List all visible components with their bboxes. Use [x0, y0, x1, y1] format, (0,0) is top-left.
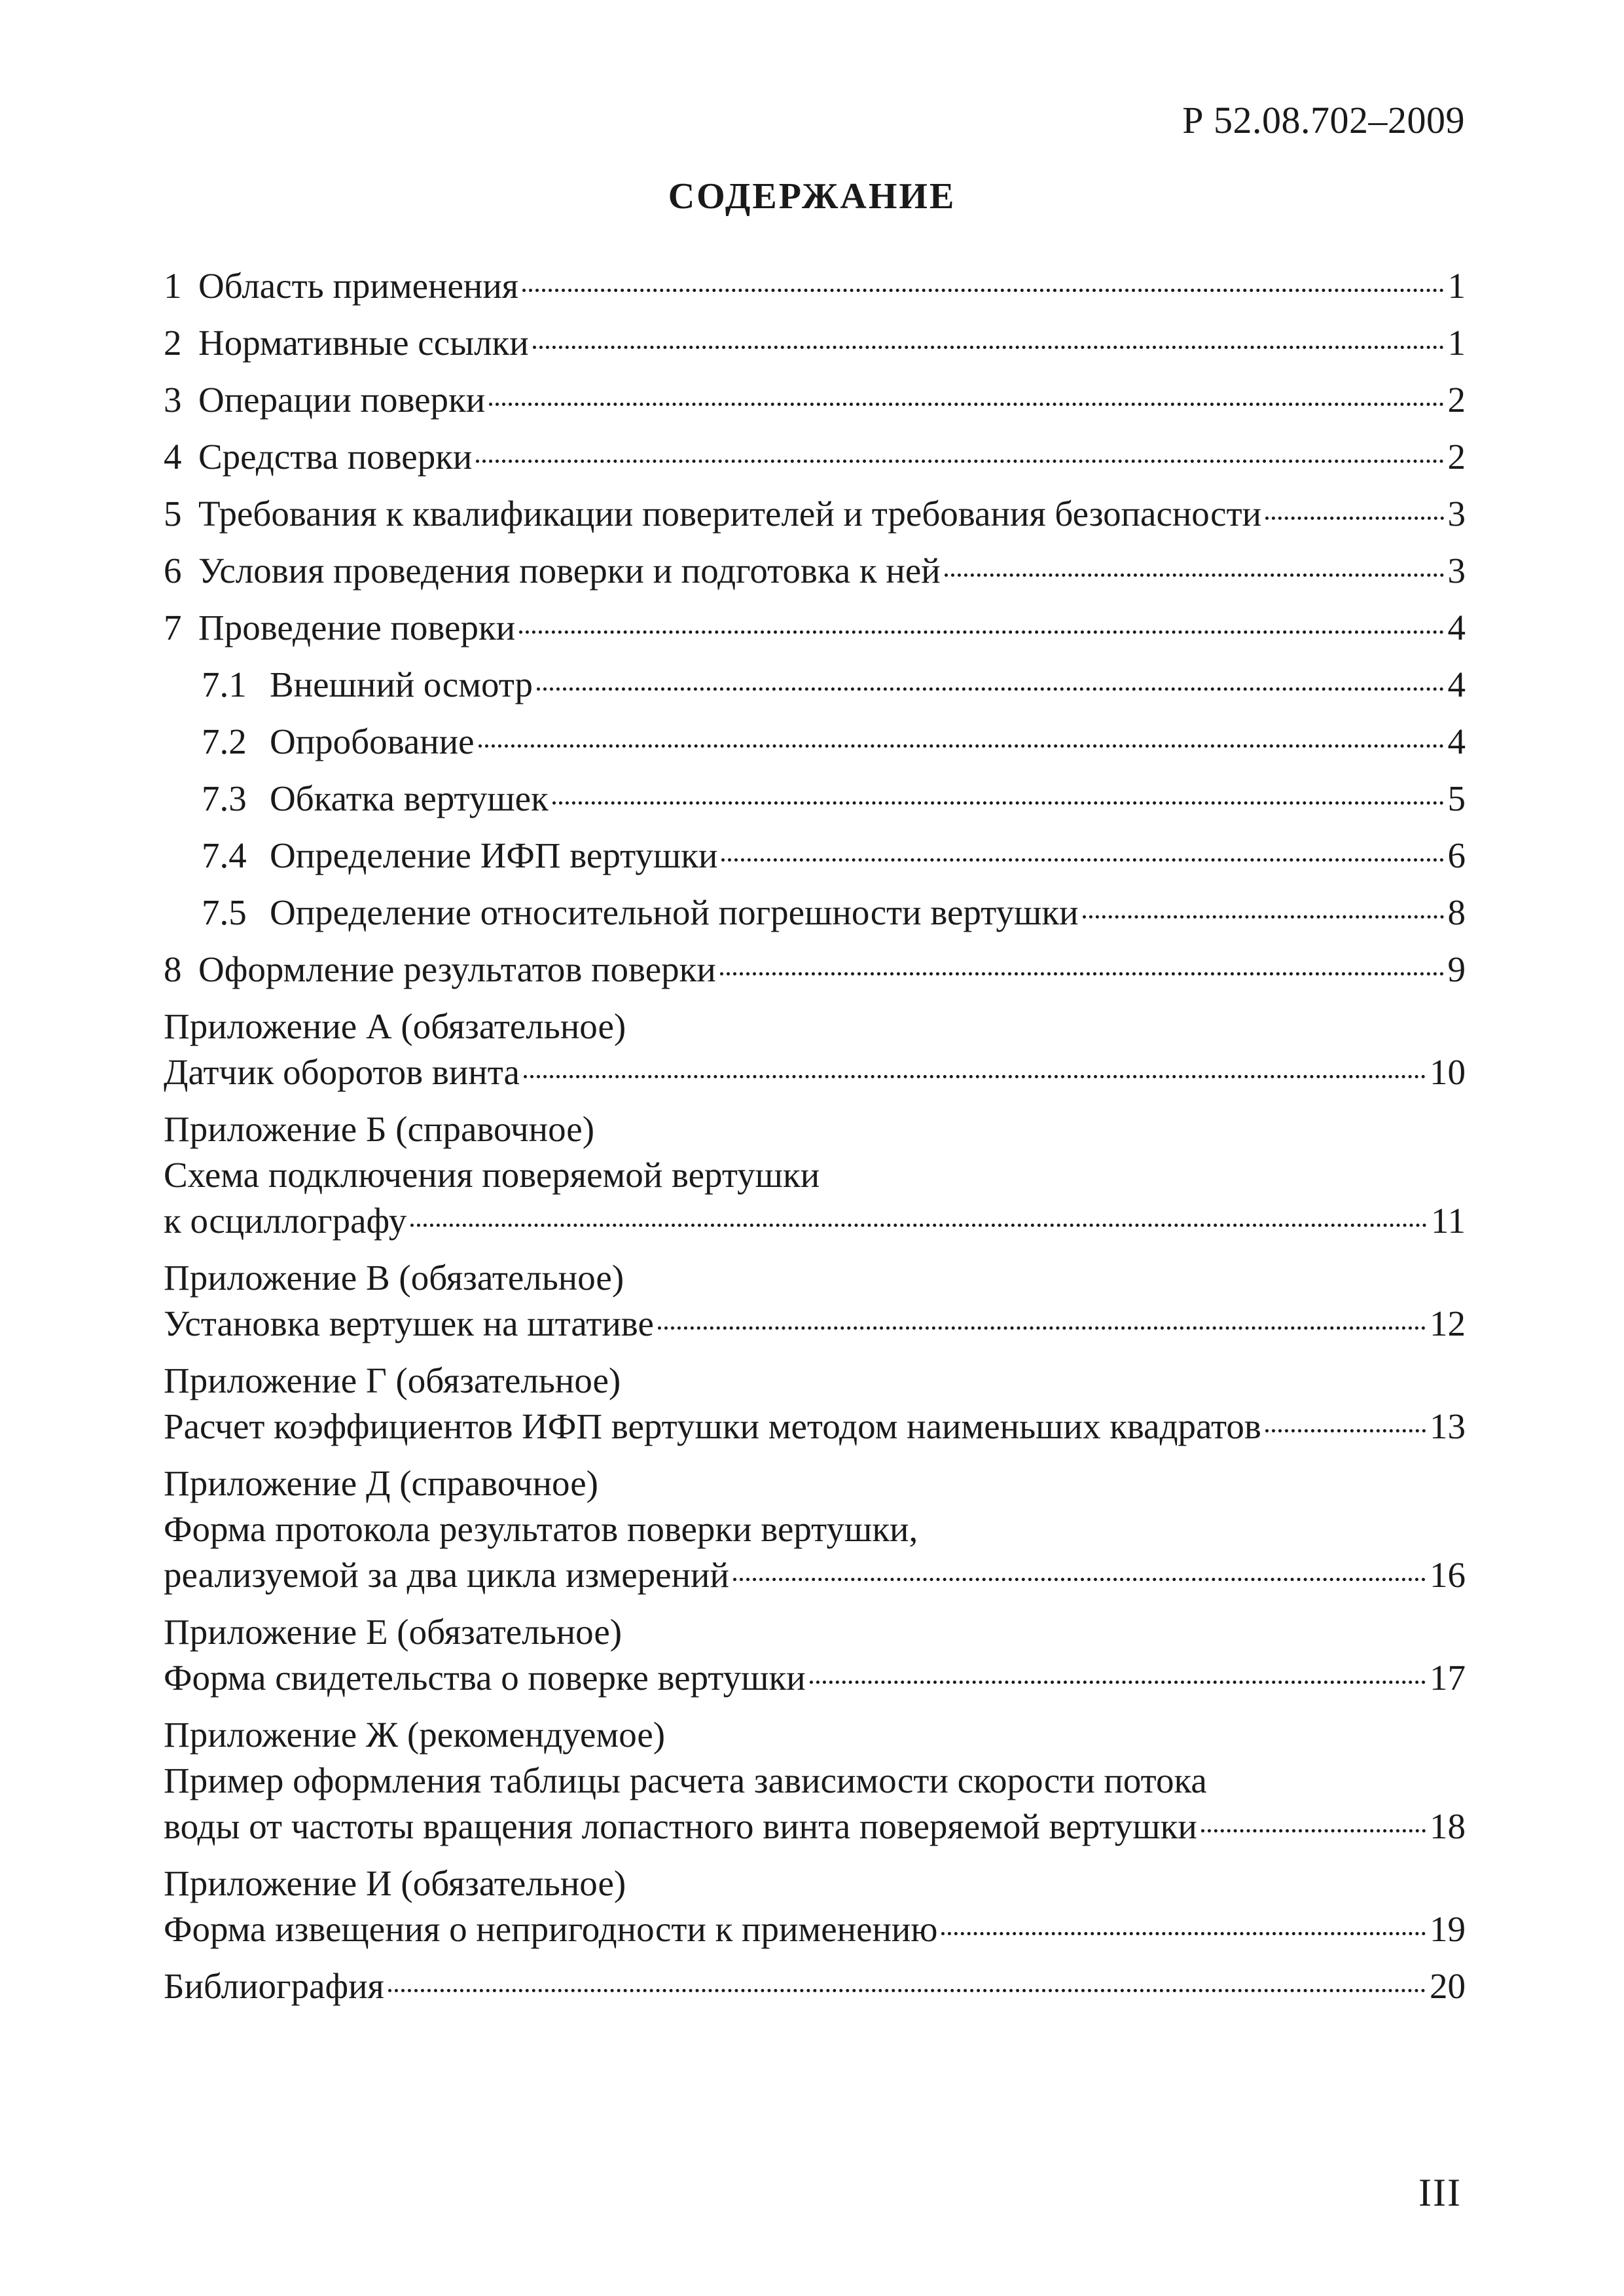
toc-entry-title: Библиография	[164, 1966, 384, 2006]
dot-leader	[1083, 915, 1444, 919]
toc-entry-title: Операции поверки	[198, 380, 486, 420]
toc-entry-title: Нормативные ссылки	[198, 323, 529, 363]
toc-entry-number: 2	[164, 323, 182, 363]
appendix-b-heading: Приложение Б (справочное)	[164, 1109, 595, 1149]
toc-entry-page: 1	[1447, 266, 1466, 306]
toc-entry-1[interactable]	[164, 265, 1466, 306]
toc-entry-page: 19	[1430, 1909, 1466, 1949]
toc-entry-title: Форма извещения о непригодности к применению	[164, 1909, 938, 1949]
toc-entry-page: 5	[1447, 778, 1466, 818]
toc-entry-number: 8	[164, 949, 182, 989]
appendix-zh-title-line1: Пример оформления таблицы расчета зависимости скорости потока	[164, 1760, 1207, 1800]
toc-entry-title: воды от частоты вращения лопастного винта поверяемой вертушки	[164, 1806, 1197, 1846]
toc-entry-title: Установка вертушек на штативе	[164, 1303, 654, 1343]
dot-leader	[658, 1326, 1426, 1330]
toc-entry-page: 16	[1430, 1555, 1466, 1595]
toc-entry-7-2[interactable]	[164, 721, 1466, 762]
dot-leader	[388, 1989, 1426, 1992]
toc-entry-3[interactable]	[164, 379, 1466, 420]
dot-leader	[721, 858, 1443, 862]
toc-entry-page: 12	[1430, 1303, 1466, 1343]
appendix-d-title-line1: Форма протокола результатов поверки вертушки,	[164, 1509, 918, 1549]
toc-entry-title: к осциллографу	[164, 1201, 407, 1241]
dot-leader	[478, 744, 1444, 748]
toc-entry-title: Опробование	[270, 721, 475, 761]
appendix-i-heading: Приложение И (обязательное)	[164, 1863, 626, 1903]
toc-entry-appendix-b[interactable]	[164, 1200, 1466, 1241]
toc-entry-8[interactable]	[164, 949, 1466, 990]
dot-leader	[552, 801, 1444, 805]
toc-title: СОДЕРЖАНИЕ	[668, 176, 956, 217]
dot-leader	[533, 346, 1444, 349]
toc-entry-page: 13	[1430, 1406, 1466, 1446]
toc-entry-7-3[interactable]	[164, 778, 1466, 819]
toc-entry-page: 4	[1447, 608, 1466, 647]
toc-entry-number: 6	[164, 551, 182, 591]
toc-entry-number: 7.2	[202, 721, 247, 761]
toc-entry-appendix-i[interactable]	[164, 1908, 1466, 1950]
document-code: Р 52.08.702–2009	[1182, 99, 1465, 141]
toc-entry-page: 11	[1431, 1201, 1466, 1241]
toc-entry-title: Определение относительной погрешности вертушки	[270, 892, 1079, 932]
toc-entry-number: 7	[164, 608, 182, 647]
page-number: III	[1418, 2171, 1462, 2214]
toc-entry-7-1[interactable]	[164, 664, 1466, 705]
toc-entry-page: 17	[1430, 1658, 1466, 1698]
toc-entry-title: Внешний осмотр	[270, 665, 533, 704]
toc-entry-7-5[interactable]	[164, 892, 1466, 933]
toc-entry-number: 7.4	[202, 835, 247, 875]
toc-entry-appendix-g[interactable]	[164, 1406, 1466, 1447]
dot-leader	[524, 1075, 1426, 1078]
toc-entry-title: Область применения	[198, 266, 519, 306]
toc-entry-appendix-d[interactable]	[164, 1554, 1466, 1595]
dot-leader	[1265, 517, 1443, 520]
toc-entry-page: 18	[1430, 1806, 1466, 1846]
toc-entry-page: 2	[1447, 437, 1466, 477]
dot-leader	[537, 687, 1444, 691]
toc-entry-appendix-zh[interactable]	[164, 1806, 1466, 1847]
toc-entry-title: Датчик оборотов винта	[164, 1052, 520, 1092]
dot-leader	[720, 972, 1444, 975]
toc-entry-title: Расчет коэффициентов ИФП вертушки методом наименьших квадратов	[164, 1406, 1261, 1446]
toc-entry-page: 10	[1430, 1052, 1466, 1092]
toc-entry-page: 3	[1447, 551, 1466, 591]
toc-entry-title: Определение ИФП вертушки	[270, 835, 718, 875]
dot-leader	[941, 1932, 1426, 1935]
toc-entry-7[interactable]	[164, 607, 1466, 648]
dot-leader	[733, 1578, 1426, 1581]
toc-entry-title: Средства поверки	[198, 437, 473, 477]
toc-entry-7-4[interactable]	[164, 835, 1466, 876]
appendix-v-heading: Приложение В (обязательное)	[164, 1258, 624, 1298]
dot-leader	[476, 460, 1443, 463]
dot-leader	[522, 289, 1443, 292]
toc-entry-title: Форма свидетельства о поверке вертушки	[164, 1658, 806, 1698]
toc-entry-title: Требования к квалификации поверителей и требования безопасности	[198, 494, 1262, 534]
appendix-g-heading: Приложение Г (обязательное)	[164, 1360, 621, 1400]
dot-leader	[519, 630, 1443, 634]
toc-entry-5[interactable]	[164, 493, 1466, 534]
dot-leader	[1201, 1829, 1426, 1832]
toc-entry-title: Оформление результатов поверки	[198, 949, 716, 989]
dot-leader	[489, 403, 1443, 406]
dot-leader	[810, 1681, 1426, 1684]
toc-entry-page: 1	[1447, 323, 1466, 363]
toc-entry-page: 2	[1447, 380, 1466, 420]
toc-entry-page: 4	[1447, 721, 1466, 761]
toc-entry-title: Обкатка вертушек	[270, 778, 549, 818]
toc-entry-title: реализуемой за два цикла измерений	[164, 1555, 729, 1595]
dot-leader	[410, 1224, 1427, 1227]
toc-entry-page: 8	[1447, 892, 1466, 932]
toc-entry-number: 3	[164, 380, 182, 420]
toc-entry-appendix-v[interactable]	[164, 1303, 1466, 1344]
toc-entry-number: 4	[164, 437, 182, 477]
toc-entry-page: 4	[1447, 665, 1466, 704]
toc-entry-page: 20	[1430, 1966, 1466, 2006]
toc-entry-appendix-e[interactable]	[164, 1657, 1466, 1698]
toc-entry-bibliography[interactable]	[164, 1965, 1466, 2007]
toc-entry-appendix-a[interactable]	[164, 1051, 1466, 1093]
toc-entry-number: 5	[164, 494, 182, 534]
appendix-d-heading: Приложение Д (справочное)	[164, 1463, 598, 1503]
toc-entry-number: 7.1	[202, 665, 247, 704]
toc-entry-2[interactable]	[164, 322, 1466, 363]
appendix-e-heading: Приложение Е (обязательное)	[164, 1612, 623, 1652]
toc-entry-page: 3	[1447, 494, 1466, 534]
toc-entry-6[interactable]	[164, 550, 1466, 591]
toc-entry-page: 6	[1447, 835, 1466, 875]
toc-entry-page: 9	[1447, 949, 1466, 989]
toc-entry-number: 7.3	[202, 778, 247, 818]
toc-entry-title: Условия проведения поверки и подготовка к ней	[198, 551, 941, 591]
appendix-b-title-line1: Схема подключения поверяемой вертушки	[164, 1155, 820, 1195]
toc-entry-number: 1	[164, 266, 182, 306]
toc-entry-title: Проведение поверки	[198, 608, 516, 647]
dot-leader	[1265, 1429, 1426, 1432]
dot-leader	[945, 574, 1444, 577]
toc-entry-4[interactable]	[164, 436, 1466, 477]
appendix-zh-heading: Приложение Ж (рекомендуемое)	[164, 1715, 666, 1755]
appendix-a-heading: Приложение А (обязательное)	[164, 1006, 626, 1046]
toc-entry-number: 7.5	[202, 892, 247, 932]
